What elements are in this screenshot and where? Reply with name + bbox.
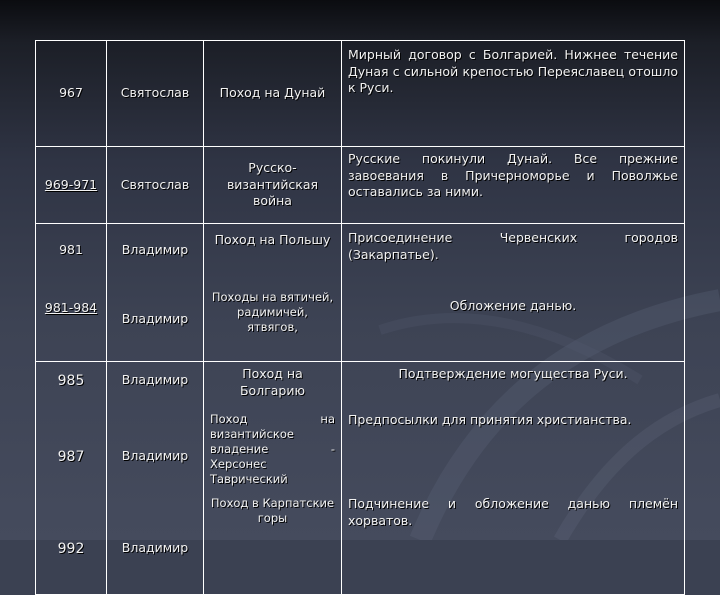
table-row [36, 224, 685, 362]
ruler-cell [107, 41, 204, 147]
event-cell [204, 147, 342, 224]
event-cell [204, 362, 342, 595]
result-text: Обложение данью. [449, 298, 577, 313]
ruler-text: Владимир [121, 448, 189, 463]
year-sub [36, 224, 106, 300]
result-text: Подтверждение могущества Руси. [398, 366, 628, 381]
year-text: 992 [57, 541, 85, 557]
year-text: 969-971 [44, 176, 98, 192]
result-sub [342, 412, 684, 496]
ruler-text: Владимир [121, 311, 189, 326]
event-sub [204, 412, 341, 496]
event-sub [204, 224, 341, 290]
table-row [36, 147, 685, 224]
event-text: Походы на вятичей, радимичей, ятвягов, [211, 290, 334, 334]
result-text: Подчинение и обложение данью племён хорватов. [348, 496, 678, 528]
year-cell [36, 147, 107, 224]
event-text: Поход в Карпатские горы [210, 496, 335, 525]
ruler-sub [107, 224, 203, 300]
year-text: 985 [57, 373, 85, 389]
result-sub [342, 224, 684, 288]
ruler-text: Святослав [120, 85, 190, 101]
result-text: Предпосылки для принятия христианства. [348, 412, 632, 427]
ruler-text: Владимир [121, 242, 189, 257]
event-text: Русско-византийская война [226, 160, 319, 209]
year-text: 981-984 [44, 300, 98, 315]
result-text: Присоединение Червенских городов (Закарпатье). [348, 230, 678, 262]
ruler-sub [107, 422, 203, 516]
year-sub [36, 422, 106, 516]
ruler-cell [107, 362, 204, 595]
result-cell [342, 362, 685, 595]
event-text: Поход на византийское владение - Херсонес Таврический [210, 412, 335, 486]
result-sub [342, 288, 684, 348]
result-cell [342, 147, 685, 224]
ruler-text: Владимир [121, 540, 189, 555]
year-sub [36, 362, 106, 422]
event-cell [204, 224, 342, 362]
ruler-sub [107, 362, 203, 422]
event-sub [204, 290, 341, 340]
year-text: 967 [59, 85, 83, 101]
result-text: Русские покинули Дунай. Все прежние завоевания в Причерноморье и Поволжье оставались за ними. [348, 151, 678, 199]
event-sub [204, 496, 341, 538]
result-sub [342, 496, 684, 538]
campaigns-table [35, 40, 685, 595]
result-cell [342, 41, 685, 147]
result-cell [342, 224, 685, 362]
ruler-cell [107, 147, 204, 224]
table-row [36, 41, 685, 147]
year-text: 981 [59, 242, 83, 257]
table-row [36, 362, 685, 595]
year-text: 987 [57, 449, 85, 465]
year-cell [36, 362, 107, 595]
event-text: Поход на Польшу [214, 232, 331, 247]
result-sub [342, 362, 684, 412]
ruler-text: Владимир [121, 372, 189, 387]
event-text: Поход на Болгарию [239, 366, 306, 398]
ruler-text: Святослав [120, 176, 190, 192]
year-sub [36, 516, 106, 594]
ruler-sub [107, 516, 203, 594]
event-cell [204, 41, 342, 147]
ruler-sub [107, 300, 203, 361]
year-sub [36, 300, 106, 350]
result-text: Мирный договор с Болгарией. Нижнее течение Дуная с сильной крепостью Переяславец отошло к Руси. [348, 47, 678, 95]
ruler-cell [107, 224, 204, 362]
year-cell [36, 41, 107, 147]
event-text: Поход на Дунай [219, 85, 326, 101]
year-cell [36, 224, 107, 362]
event-sub [204, 362, 341, 412]
